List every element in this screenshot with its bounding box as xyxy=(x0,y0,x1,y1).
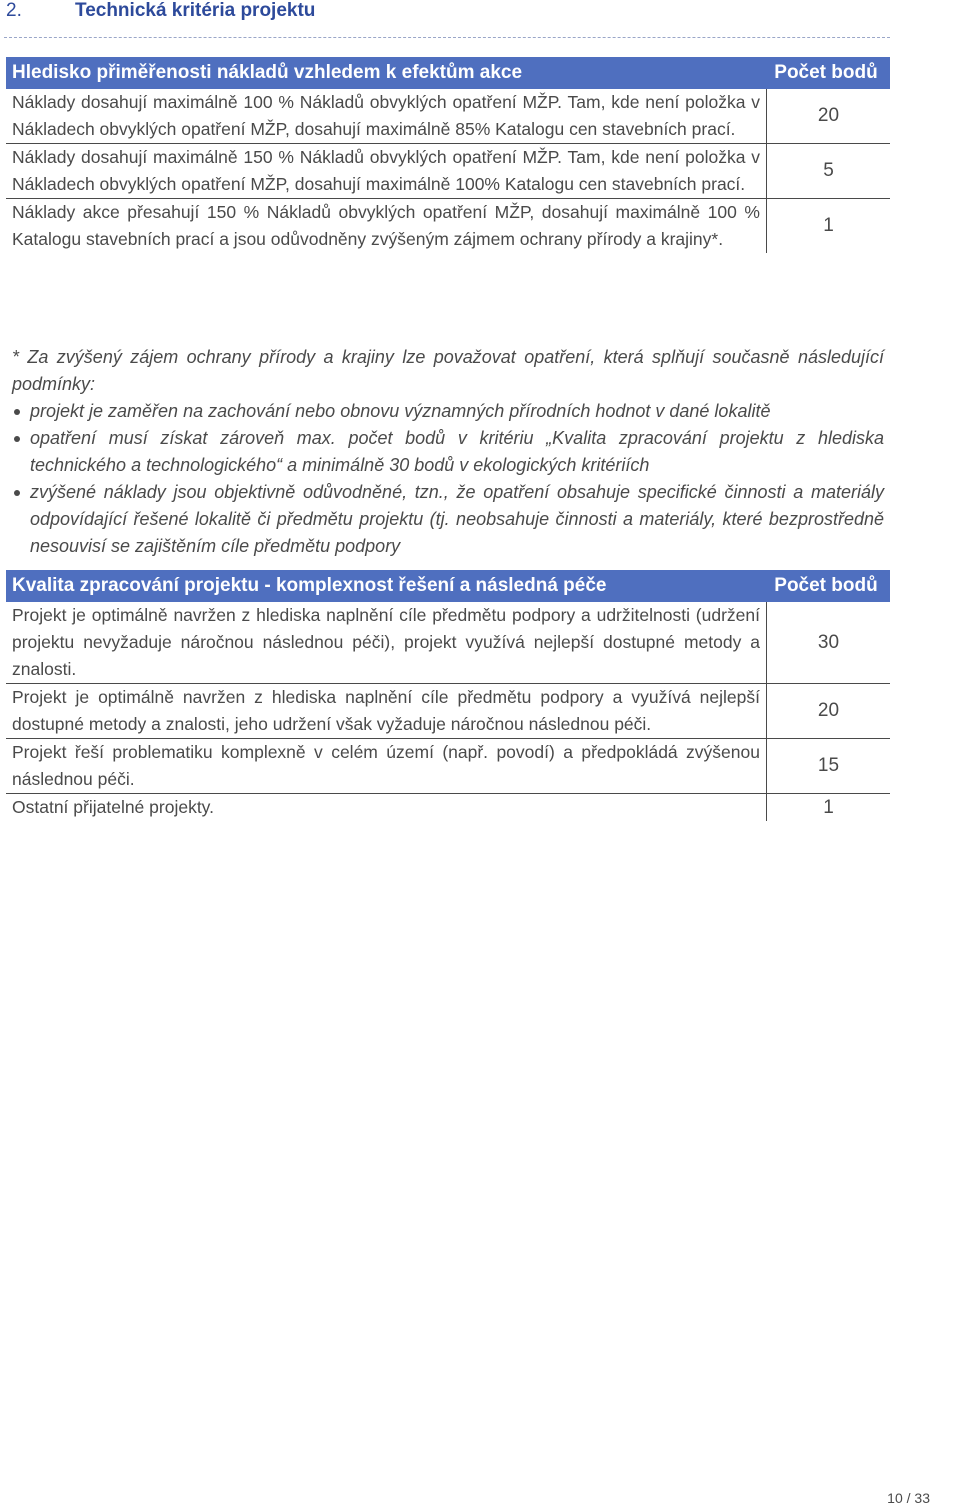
table-header xyxy=(6,570,890,602)
table-row xyxy=(6,684,890,739)
table-row xyxy=(6,794,890,821)
heading-divider xyxy=(4,37,890,38)
quality-criteria-table xyxy=(6,570,890,821)
table-row xyxy=(6,199,890,253)
list-item-text: zvýšené náklady jsou objektivně odůvodněné, tzn., že opatření obsahuje specifické činnosti a materiály odpovídající řešené lokalitě či předmětu projektu (tj. neobsahuje činnosti a materiály, které bezprostředně nesouvisí se zajištěním cíle předmětu podpory xyxy=(30,482,884,556)
points-column-header: Počet bodů xyxy=(774,575,878,596)
footnote-list xyxy=(12,398,884,560)
bullet-icon xyxy=(14,436,20,442)
table-header-title: Kvalita zpracování projektu - komplexnost řešení a následná péče xyxy=(12,575,607,596)
bullet-icon xyxy=(14,490,20,496)
criterion-text: Náklady dosahují maximálně 100 % Nákladů obvyklých opatření MŽP. Tam, kde není položka v Nákladech obvyklých opatření MŽP, dosahují maximálně 85% Katalogu cen stavebních prací. xyxy=(12,92,760,139)
bullet-icon xyxy=(14,409,20,415)
criterion-points: 15 xyxy=(766,739,890,793)
criterion-text: Projekt je optimálně navržen z hlediska naplnění cíle předmětu podpory a využívá nejlepší dostupné metody a znalosti, jeho udržení však vyžaduje náročnou následnou péči. xyxy=(12,687,760,734)
section-title: Technická kritéria projektu xyxy=(75,0,316,21)
criterion-text: Ostatní přijatelné projekty. xyxy=(12,797,214,817)
footnote-intro: * Za zvýšený zájem ochrany přírody a krajiny lze považovat opatření, která splňují současně následující podmínky: xyxy=(12,347,884,394)
criterion-text: Projekt je optimálně navržen z hlediska naplnění cíle předmětu podpory a udržitelnosti (udržení projektu nevyžaduje náročnou následnou péči), projekt využívá nejlepší dostupné metody a znalosti. xyxy=(12,605,760,679)
criterion-points: 1 xyxy=(766,199,890,253)
page-number: 10 / 33 xyxy=(887,1490,930,1506)
table-row xyxy=(6,144,890,199)
criterion-points: 20 xyxy=(766,89,890,143)
section-heading xyxy=(6,0,315,24)
criterion-text: Náklady akce přesahují 150 % Nákladů obvyklých opatření MŽP, dosahují maximálně 100 % Katalogu stavebních prací a jsou odůvodněny zvýšeným zájmem ochrany přírody a krajiny*. xyxy=(12,202,760,249)
list-item xyxy=(12,398,884,425)
table-row xyxy=(6,602,890,684)
criterion-text: Náklady dosahují maximálně 150 % Nákladů obvyklých opatření MŽP. Tam, kde není položka v Nákladech obvyklých opatření MŽP, dosahují maximálně 100% Katalogu cen stavebních prací. xyxy=(12,147,760,194)
criterion-points: 1 xyxy=(766,794,890,821)
criterion-text: Projekt řeší problematiku komplexně v celém území (např. povodí) a předpokládá zvýšenou následnou péči. xyxy=(12,742,760,789)
table-header-title: Hledisko přiměřenosti nákladů vzhledem k efektům akce xyxy=(12,62,523,83)
list-item xyxy=(12,479,884,560)
table-header xyxy=(6,57,890,89)
list-item-text: opatření musí získat zároveň max. počet bodů v kritériu „Kvalita zpracování projektu z hlediska technického a technologického“ a minimálně 30 bodů v ekologických kritériích xyxy=(30,428,884,475)
cost-criteria-table xyxy=(6,57,890,253)
criterion-points: 20 xyxy=(766,684,890,738)
section-number: 2. xyxy=(6,0,22,21)
table-row xyxy=(6,739,890,794)
points-column-header: Počet bodů xyxy=(774,62,878,83)
criterion-points: 5 xyxy=(766,144,890,198)
footnote xyxy=(12,344,884,560)
table-row xyxy=(6,89,890,144)
list-item xyxy=(12,425,884,479)
criterion-points: 30 xyxy=(766,602,890,683)
list-item-text: projekt je zaměřen na zachování nebo obnovu významných přírodních hodnot v dané lokalitě xyxy=(30,401,771,421)
